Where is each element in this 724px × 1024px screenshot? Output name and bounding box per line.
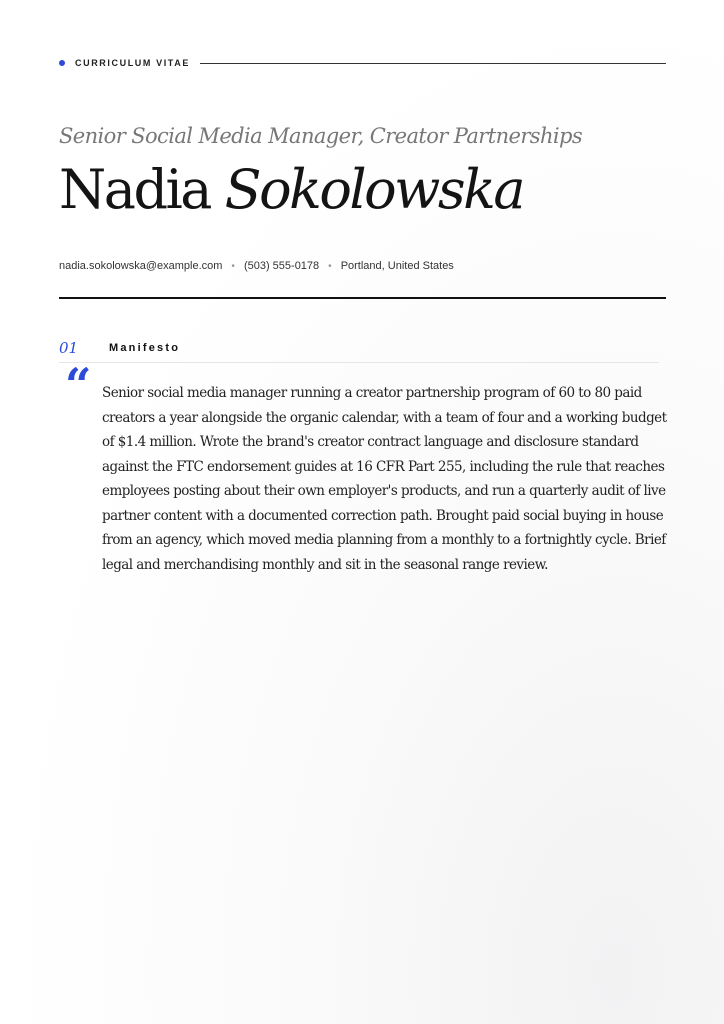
section-number: 01 xyxy=(59,339,79,357)
document-header xyxy=(59,55,666,71)
header-rule xyxy=(59,297,666,299)
cv-page xyxy=(59,0,666,1024)
manifesto-text: Senior social media manager running a creator partnership program of 60 to 80 paid creators a year alongside the organic calendar, with a team of four and a working budget of $1.4 million. Wrote the brand's creator contract language and disclosure standard against the FTC endorsement guides at 16 CFR Part 255, including the rule that reaches employees posting about their own employer's products, and run a quarterly audit of live partner content with a documented correction path. Brought paid social buying in house from an agency, which moved media planning from a monthly to a fortnightly cycle. Brief legal and merchandising monthly and sit in the seasonal range review. xyxy=(102,385,667,573)
contact-line xyxy=(59,260,454,272)
job-title: Senior Social Media Manager, Creator Partnerships xyxy=(59,124,582,148)
first-name: Nadia xyxy=(59,158,210,221)
full-name xyxy=(59,160,523,219)
contact-email: nadia.sokolowska@example.com xyxy=(59,260,223,272)
header-divider xyxy=(200,63,666,64)
document-kicker: CURRICULUM VITAE xyxy=(75,58,190,68)
contact-separator: • xyxy=(328,260,332,272)
last-name: Sokolowska xyxy=(224,158,524,221)
contact-phone: (503) 555-0178 xyxy=(243,260,320,272)
contact-location: Portland, United States xyxy=(340,260,454,272)
section-heading xyxy=(59,336,659,360)
section-title: Manifesto xyxy=(109,342,181,354)
section-divider xyxy=(59,362,659,363)
contact-separator: • xyxy=(231,260,235,272)
quote-mark-icon: “ xyxy=(65,358,92,412)
accent-dot xyxy=(59,60,65,66)
